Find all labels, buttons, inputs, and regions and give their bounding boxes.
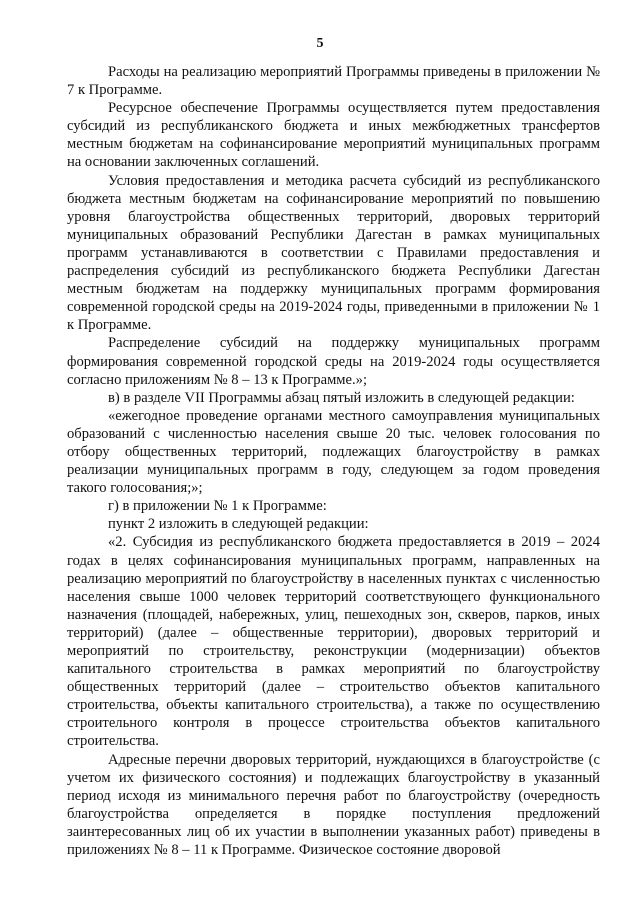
paragraph-annual-voting: «ежегодное проведение органами местного самоуправления муниципальных образований с численностью населения свыше 20 тыс. человек голосования по отбору общественных территорий, подлежащих благоустройству в рамках реализации муниципальных программ в году, следующем за годом проведения такого голосования;»; [67, 407, 600, 497]
paragraph-section-vii: в) в разделе VII Программы абзац пятый изложить в следующей редакции: [108, 389, 575, 406]
paragraph-point-2-text: «2. Субсидия из республиканского бюджета предоставляется в 2019 – 2024 годах в целях софинансирования муниципальных программ, направленных на реализацию мероприятий по благоустройству в населенных пунктах с численностью населения свыше 1000 человек территорий соответствующего функционального назначения (площадей, набережных, улиц, пешеходных зон, скверов, парков, иных территорий) (далее – общественные территории), дворовых территорий и мероприятий по строительству, реконструкции (модернизации) объектов капитального строительства в рамках мероприятий по благоустройству общественных территорий (далее – строительство объектов капитального строительства, объекты капитального строительства), а также по осуществлению строительного контроля в процессе строительства объектов капитального строительства. [67, 534, 600, 750]
paragraph-subsidy-distribution: Распределение субсидий на поддержку муниципальных программ формирования современной городской среды на 2019-2024 годы осуществляется согласно приложениям № 8 – 13 к Программе.»; [67, 335, 600, 388]
paragraph-appendix-1: г) в приложении № 1 к Программе: [108, 498, 327, 515]
page-number: 5 [316, 36, 324, 51]
paragraph-resource-support: Ресурсное обеспечение Программы осуществляется путем предоставления субсидий из республиканского бюджета и иных межбюджетных трансфертов местным бюджетам на софинансирование мероприятий муниципальных программ на основании заключенных соглашений. [67, 100, 600, 171]
paragraph-point-2: пункт 2 изложить в следующей редакции: [108, 516, 369, 533]
paragraph-expenses: Расходы на реализацию мероприятий Программы приведены в приложении № 7 к Программе. [67, 64, 600, 99]
document-body [67, 63, 600, 859]
paragraph-address-lists: Адресные перечни дворовых территорий, нуждающихся в благоустройстве (с учетом их физического состояния) и подлежащих благоустройству в указанный период исходя из минимального перечня работ по благоустройству (очередность благоустройства определяется в порядке поступления предложений заинтересованных лиц об их участии в выполнении указанных работ) приведены в приложениях № 8 – 11 к Программе. Физическое состояние дворовой [67, 751, 600, 859]
paragraph-subsidy-conditions: Условия предоставления и методика расчета субсидий из республиканского бюджета местным бюджетам на софинансирование мероприятий по повышению уровня благоустройства общественных территорий, дворовых территорий муниципальных образований Республики Дагестан в рамках муниципальных программ устанавливаются в соответствии с Правилами предоставления и распределения субсидий из республиканского бюджета Республики Дагестан местным бюджетам на поддержку муниципальных программ формирования современной городской среды на 2019-2024 годы, приведенными в приложении № 1 к Программе. [67, 172, 600, 334]
